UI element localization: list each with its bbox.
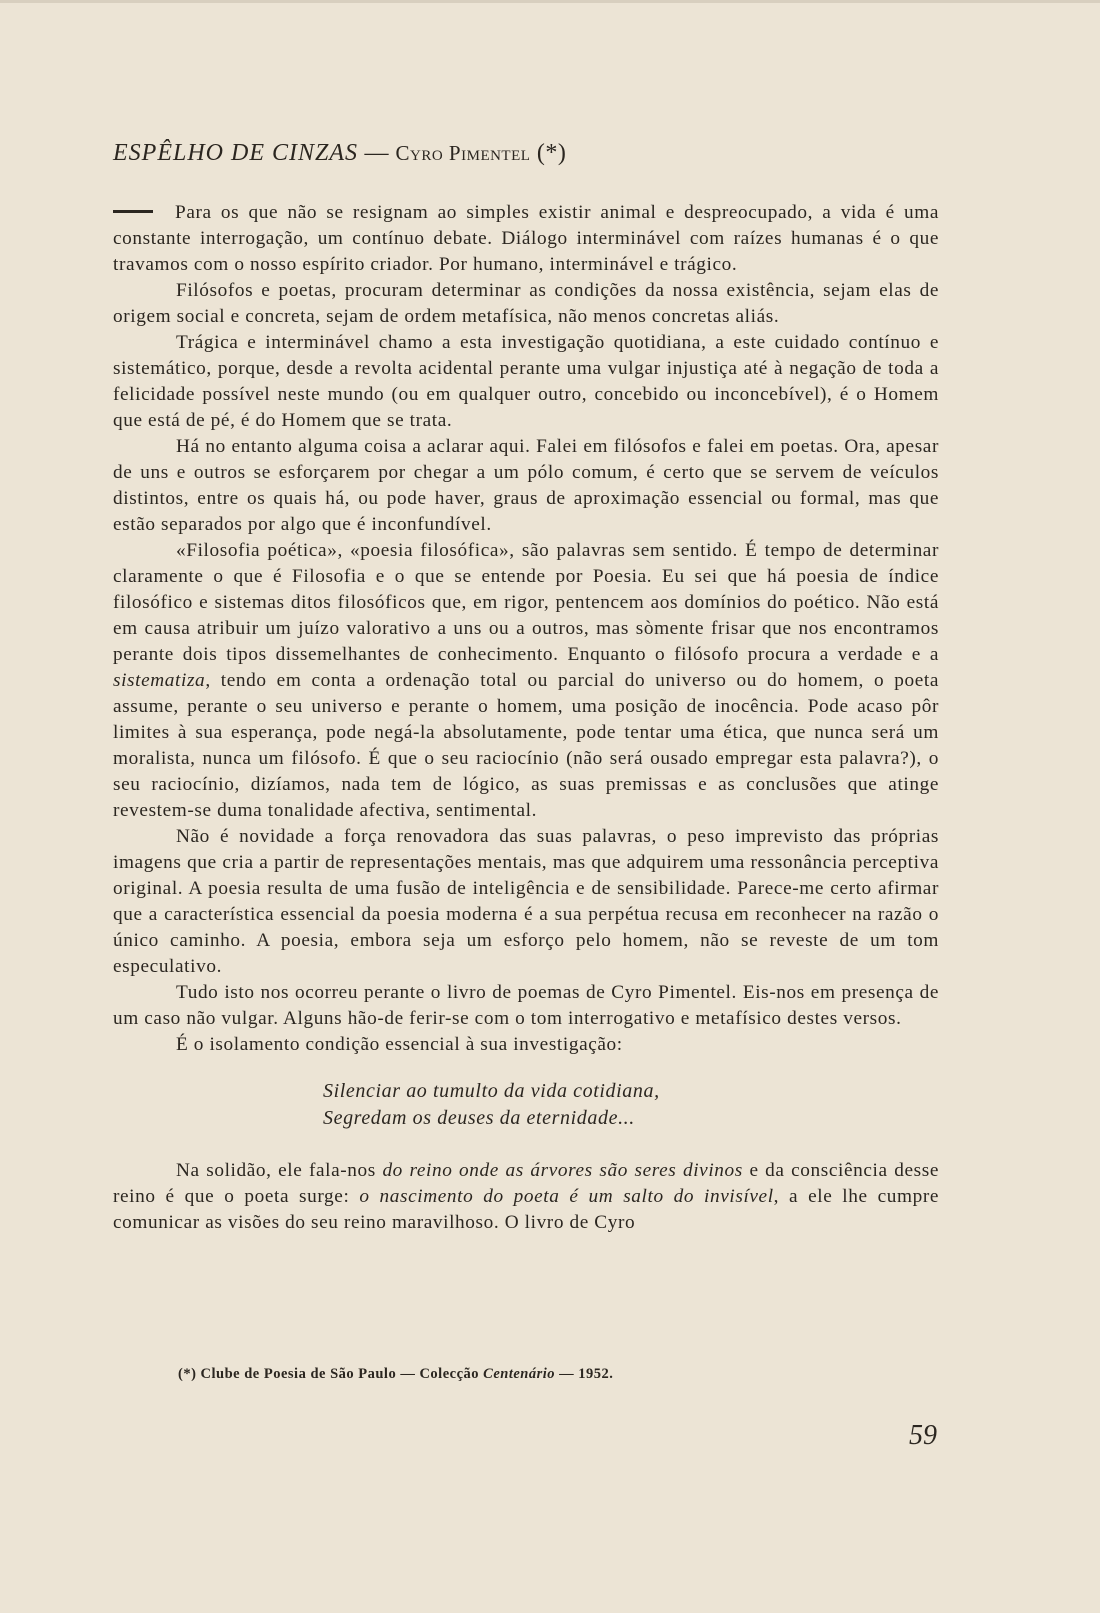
poem-line: Segredam os deuses da eternidade...: [323, 1107, 635, 1129]
paragraph: Trágica e interminável chamo a esta investigação quotidiana, a este cuidado contínuo e sistemático, porque, desde a revolta acidental perante uma vulgar injustiça até à negação de toda a felicidade possível neste mundo (ou em qualquer outro, concebido ou inconcebível), é o Homem que está de pé, é do Homem que se trata.: [113, 332, 939, 431]
page-top-edge: [0, 0, 1100, 3]
emphasis-text: sistematiza: [113, 670, 206, 691]
footnote-mark: (*): [178, 1366, 197, 1382]
paragraph-text: , a ele lhe cumpre comunicar as visões do seu reino maravilhoso. O livro de Cyro: [113, 1186, 939, 1233]
footnote-text: — 1952.: [555, 1366, 614, 1382]
paragraph-text: e da consciência desse reino é que o poeta surge:: [113, 1160, 939, 1207]
dash-mark: [113, 210, 153, 213]
paragraph: Não é novidade a força renovadora das suas palavras, o peso imprevisto das próprias imagens que cria a partir de representações mentais, mas que adquirem uma ressonância perceptiva original. A poesia resulta de uma fusão de inteligência e de sensibilidade. Parece-me certo afirmar que a característica essencial da poesia moderna é a sua perpétua recusa em reconhecer na razão o único caminho. A poesia, embora seja um esforço pelo homem, não se reveste de um tom especulativo.: [113, 826, 939, 977]
paragraph-text: «Filosofia poética», «poesia filosófica», são palavras sem sentido. É tempo de determinar claramente o que é Filosofia e o que se entende por Poesia. Eu sei que há poesia de índice filosófico e sistemas ditos filosóficos que, em rigor, pentencem aos domínios do poético. Não está em causa atribuir um juízo valorativo a uns ou a outros, mas sòmente frisar que nos encontramos perante dois tipos dissemelhantes de conhecimento. Enquanto o filósofo procura a verdade e a: [113, 540, 939, 665]
footnote-reference: (*): [536, 140, 567, 166]
author-name: Cyro Pimentel: [395, 141, 531, 165]
footnote-emphasis: Centenário: [483, 1366, 556, 1382]
review-heading: [113, 140, 566, 167]
paragraph-text: Para os que não se resignam ao simples existir animal e despreocupado, a vida é uma constante interrogação, um contínuo debate. Diálogo interminável com raízes humanas é o que travamos com o nosso espírito criador. Por humano, interminável e trágico.: [113, 202, 939, 275]
paragraph: [113, 1158, 939, 1236]
paragraph: Há no entanto alguma coisa a aclarar aqui. Falei em filósofos e falei em poetas. Ora, apesar de uns e outros se esforçarem por chegar a um pólo comum, é certo que se servem de veículos distintos, entre os quais há, ou pode haver, graus de aproximação essencial ou formal, mas que estão separados por algo que é inconfundível.: [113, 436, 939, 535]
heading-separator: —: [358, 140, 396, 166]
paragraph: É o isolamento condição essencial à sua investigação:: [176, 1034, 623, 1055]
poem-line: Silenciar ao tumulto da vida cotidiana,: [323, 1080, 660, 1102]
paragraph: Tudo isto nos ocorreu perante o livro de poemas de Cyro Pimentel. Eis-nos em presença de um caso não vulgar. Alguns hão-de ferir-se com o tom interrogativo e metafísico destes versos.: [113, 982, 939, 1029]
emphasis-text: o nascimento do poeta é um salto do invisível: [359, 1186, 774, 1207]
emphasis-text: do reino onde as árvores são seres divinos: [382, 1160, 743, 1181]
paragraph: Filósofos e poetas, procuram determinar as condições da nossa existência, sejam elas de origem social e concreta, sejam de ordem metafísica, não menos concretas aliás.: [113, 280, 939, 327]
review-body: [113, 200, 939, 1236]
paragraph-text: Na solidão, ele fala-nos: [176, 1160, 383, 1181]
page-number: 59: [909, 1420, 937, 1451]
paragraph-text: , tendo em conta a ordenação total ou parcial do universo ou do homem, o poeta assume, perante o seu universo e perante o homem, uma posição de inocência. Pode acaso pôr limites à sua esperança, pode negá-la absolutamente, pode tentar uma ética, que nunca será um moralista, nunca um filósofo. É que o seu raciocínio (não será ousado empregar esta palavra?), o seu raciocínio, dizíamos, nada tem de lógico, as suas premissas e as conclusões que atinge revestem-se duma tonalidade afectiva, sentimental.: [113, 670, 939, 821]
paragraph: [113, 538, 939, 824]
footnote-text: Clube de Poesia de São Paulo — Colecção: [196, 1366, 484, 1382]
poem-quote: [323, 1078, 939, 1132]
footnote: [178, 1366, 613, 1383]
paragraph: [113, 200, 939, 278]
book-title: ESPÊLHO DE CINZAS: [113, 140, 358, 166]
